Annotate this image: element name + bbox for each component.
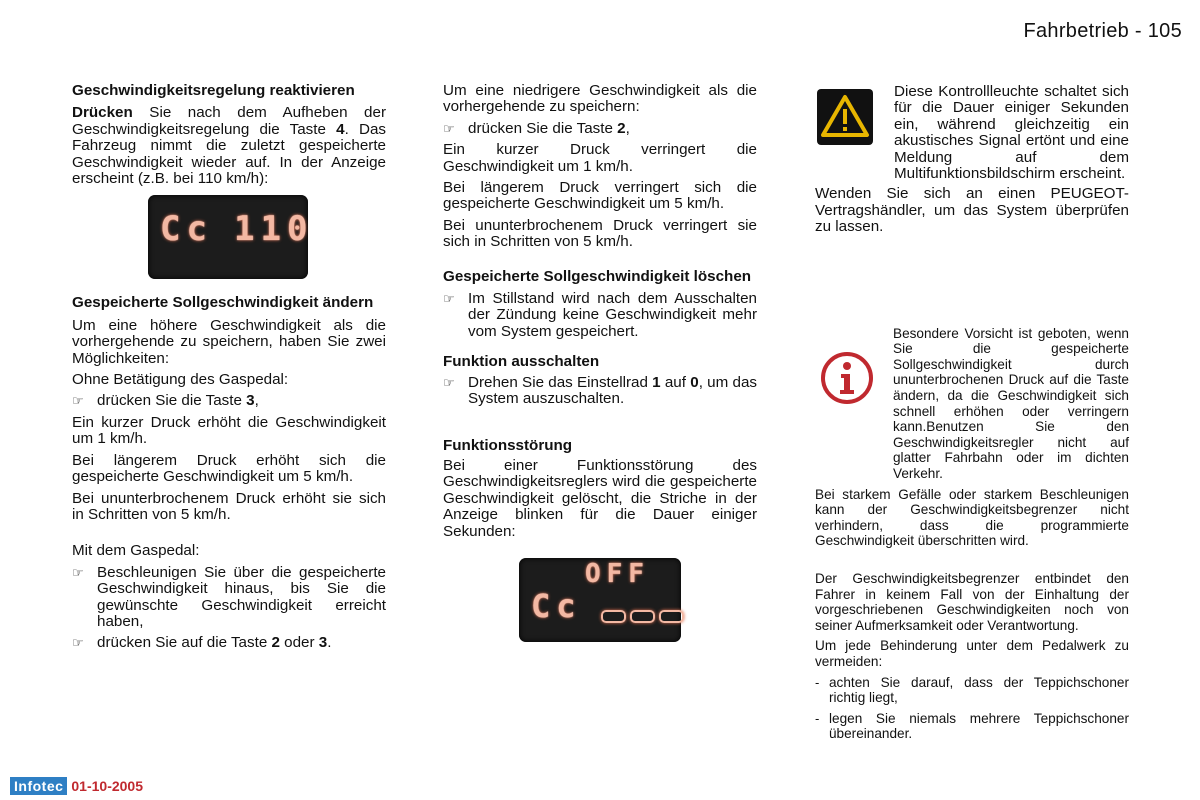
paragraph: Bei längerem Druck verringert sich die gespeicherte Geschwindigkeit um 5 km/h. <box>443 179 757 213</box>
paragraph: Ein kurzer Druck erhöht die Geschwindigkeit um 1 km/h. <box>72 413 386 448</box>
key-number: 4 <box>336 120 345 138</box>
footer-date: 01-10-2005 <box>71 778 144 794</box>
pointing-hand-icon: ☞ <box>443 374 455 390</box>
paragraph: Bei ununterbrochenem Druck erhöht sie sich in Schritten von 5 km/h. <box>72 489 386 523</box>
paragraph-reactivate <box>72 105 386 187</box>
key-number: 0 <box>690 373 699 391</box>
key-number: 1 <box>652 373 661 391</box>
list-item <box>815 711 1129 742</box>
text-span: . Das Fahrzeug nimmt die zuletzt gespeicherte Geschwindigkeit wieder auf. In der Anzeige erscheint (z.B. bei 110 km/h): <box>72 120 386 188</box>
paragraph: Bei starkem Gefälle oder starkem Beschleunigen kann der Geschwindigkeitsbegrenzer nicht verhindern, dass die programmierte Geschwindigkeit überschritten wird. <box>815 486 1129 549</box>
dash-bullet: - <box>815 710 820 726</box>
key-number: 2 <box>271 634 280 652</box>
text-span: oder <box>279 634 319 652</box>
pointing-hand-icon: ☞ <box>443 120 455 136</box>
list-item <box>443 375 757 408</box>
text-span: Drehen Sie das Einstellrad <box>468 373 653 391</box>
heading-reactivate: Geschwindigkeitsregelung reaktivieren <box>72 82 355 99</box>
paragraph: Ein kurzer Druck verringert die Geschwindigkeit um 1 km/h. <box>443 141 757 175</box>
text-span: , um das System auszuschalten. <box>468 373 757 408</box>
page-header: Fahrbetrieb - 105 <box>1023 20 1182 42</box>
display-cc-off <box>519 558 681 642</box>
column-1 <box>72 83 386 657</box>
heading-change-speed: Gespeicherte Sollgeschwindigkeit ändern <box>72 294 374 312</box>
list-item-text: Im Stillstand wird nach dem Ausschalten der Zündung keine Geschwindigkeit mehr vom System gespeichert. <box>468 290 757 340</box>
pointing-hand-icon: ☞ <box>72 393 84 409</box>
list-item <box>443 291 757 340</box>
heading-malfunction: Funktionsstörung <box>443 436 573 454</box>
paragraph: Um eine niedrigere Geschwindigkeit als die vorhergehende zu speichern: <box>443 82 757 116</box>
text-span: drücken Sie die Taste <box>468 119 618 137</box>
display-off: OFF <box>585 558 650 589</box>
heading-switch-off: Funktion ausschalten <box>443 353 600 371</box>
list-item <box>815 675 1129 706</box>
display-mode: Cc <box>531 586 582 625</box>
text-span: drücken Sie auf die Taste <box>97 634 272 652</box>
list-item <box>72 565 386 631</box>
list-item <box>443 121 757 137</box>
infotec-logo: Infotec <box>10 777 67 795</box>
paragraph: Wenden Sie sich an einen PEUGEOT-Vertragshändler, um das System überprüfen zu lassen. <box>815 185 1129 236</box>
text-span: , <box>254 392 259 410</box>
dash-bullet: - <box>815 674 820 690</box>
key-number: 3 <box>318 634 328 652</box>
text-span: auf <box>660 373 691 391</box>
list-item-text: legen Sie niemals mehrere Teppichschoner übereinander. <box>829 710 1129 742</box>
display-speed: 110 <box>234 209 314 250</box>
column-2 <box>443 83 757 642</box>
paragraph: Bei ununterbrochenem Druck verringert sie sich in Schritten von 5 km/h. <box>443 216 757 251</box>
pointing-hand-icon: ☞ <box>72 564 84 580</box>
paragraph: Der Geschwindigkeitsbegrenzer entbindet den Fahrer in keinem Fall von der Einhaltung der vorgeschriebenen Geschwindigkeiten noch von seiner Aufmerksamkeit oder Verantwortung. <box>815 570 1129 633</box>
text-span: drücken Sie die Taste <box>97 392 247 410</box>
list-item <box>72 635 386 651</box>
pointing-hand-icon: ☞ <box>72 635 84 651</box>
pointing-hand-icon: ☞ <box>443 291 455 307</box>
paragraph: Ohne Betätigung des Gaspedal: <box>72 371 289 389</box>
display-cc-110 <box>148 195 314 279</box>
key-number: 3 <box>246 392 255 410</box>
list-item <box>72 393 386 409</box>
heading-delete-speed: Gespeicherte Sollgeschwindigkeit löschen <box>443 267 752 285</box>
paragraph: Um eine höhere Geschwindigkeit als die vorhergehende zu speichern, haben Sie zwei Möglichkeiten: <box>72 316 386 367</box>
dash-segment <box>659 610 684 623</box>
text-span: . <box>327 634 332 652</box>
list-item-text: Beschleunigen Sie über die gespeicherte Geschwindigkeit hinaus, bis Sie die gewünschte Geschwindigkeit erreicht haben, <box>97 563 386 630</box>
bold-press: Drücken <box>72 104 133 122</box>
list-item-text: achten Sie darauf, dass der Teppichschoner richtig liegt, <box>829 674 1129 706</box>
warning-text: Diese Kontrollleuchte schaltet sich für die Dauer einiger Sekunden ein, während gleichzeitig ein akustisches Signal ertönt und eine Meldung auf dem Multifunktionsbildschirm erscheint. <box>894 83 1129 183</box>
dash-segment <box>630 610 655 623</box>
paragraph: Mit dem Gaspedal: <box>72 542 200 560</box>
key-number: 2 <box>617 119 626 137</box>
display-mode: Cc <box>160 209 213 250</box>
footer <box>10 777 143 795</box>
info-text: Besondere Vorsicht ist geboten, wenn Sie die gespeicherte Sollgeschwindigkeit durch ununterbrochenen Druck auf die Taste ändern, da die Geschwindigkeit sich schnell erhöhen oder verringern kann.Benutzen Sie den Geschwindigkeitsregler nicht auf glatter Fahrbahn oder im dichten Verkehr. <box>893 325 1129 481</box>
paragraph: Bei einer Funktionsstörung des Geschwindigkeitsreglers wird die gespeicherte Geschwindigkeit gelöscht, die Striche in der Anzeige blinken für die Dauer einiger Sekunden: <box>443 456 757 540</box>
text-span: , <box>625 119 630 137</box>
display-dashes <box>601 610 684 623</box>
paragraph: Bei längerem Druck erhöht sich die gespeicherte Geschwindigkeit um 5 km/h. <box>72 451 386 486</box>
info-block <box>815 326 1129 742</box>
paragraph: Um jede Behinderung unter dem Pedalwerk zu vermeiden: <box>815 638 1129 669</box>
column-3 <box>815 84 1129 747</box>
dash-segment <box>601 610 626 623</box>
text-span: Sie nach dem Aufheben der Geschwindigkeitsregelung die Taste <box>72 104 386 138</box>
